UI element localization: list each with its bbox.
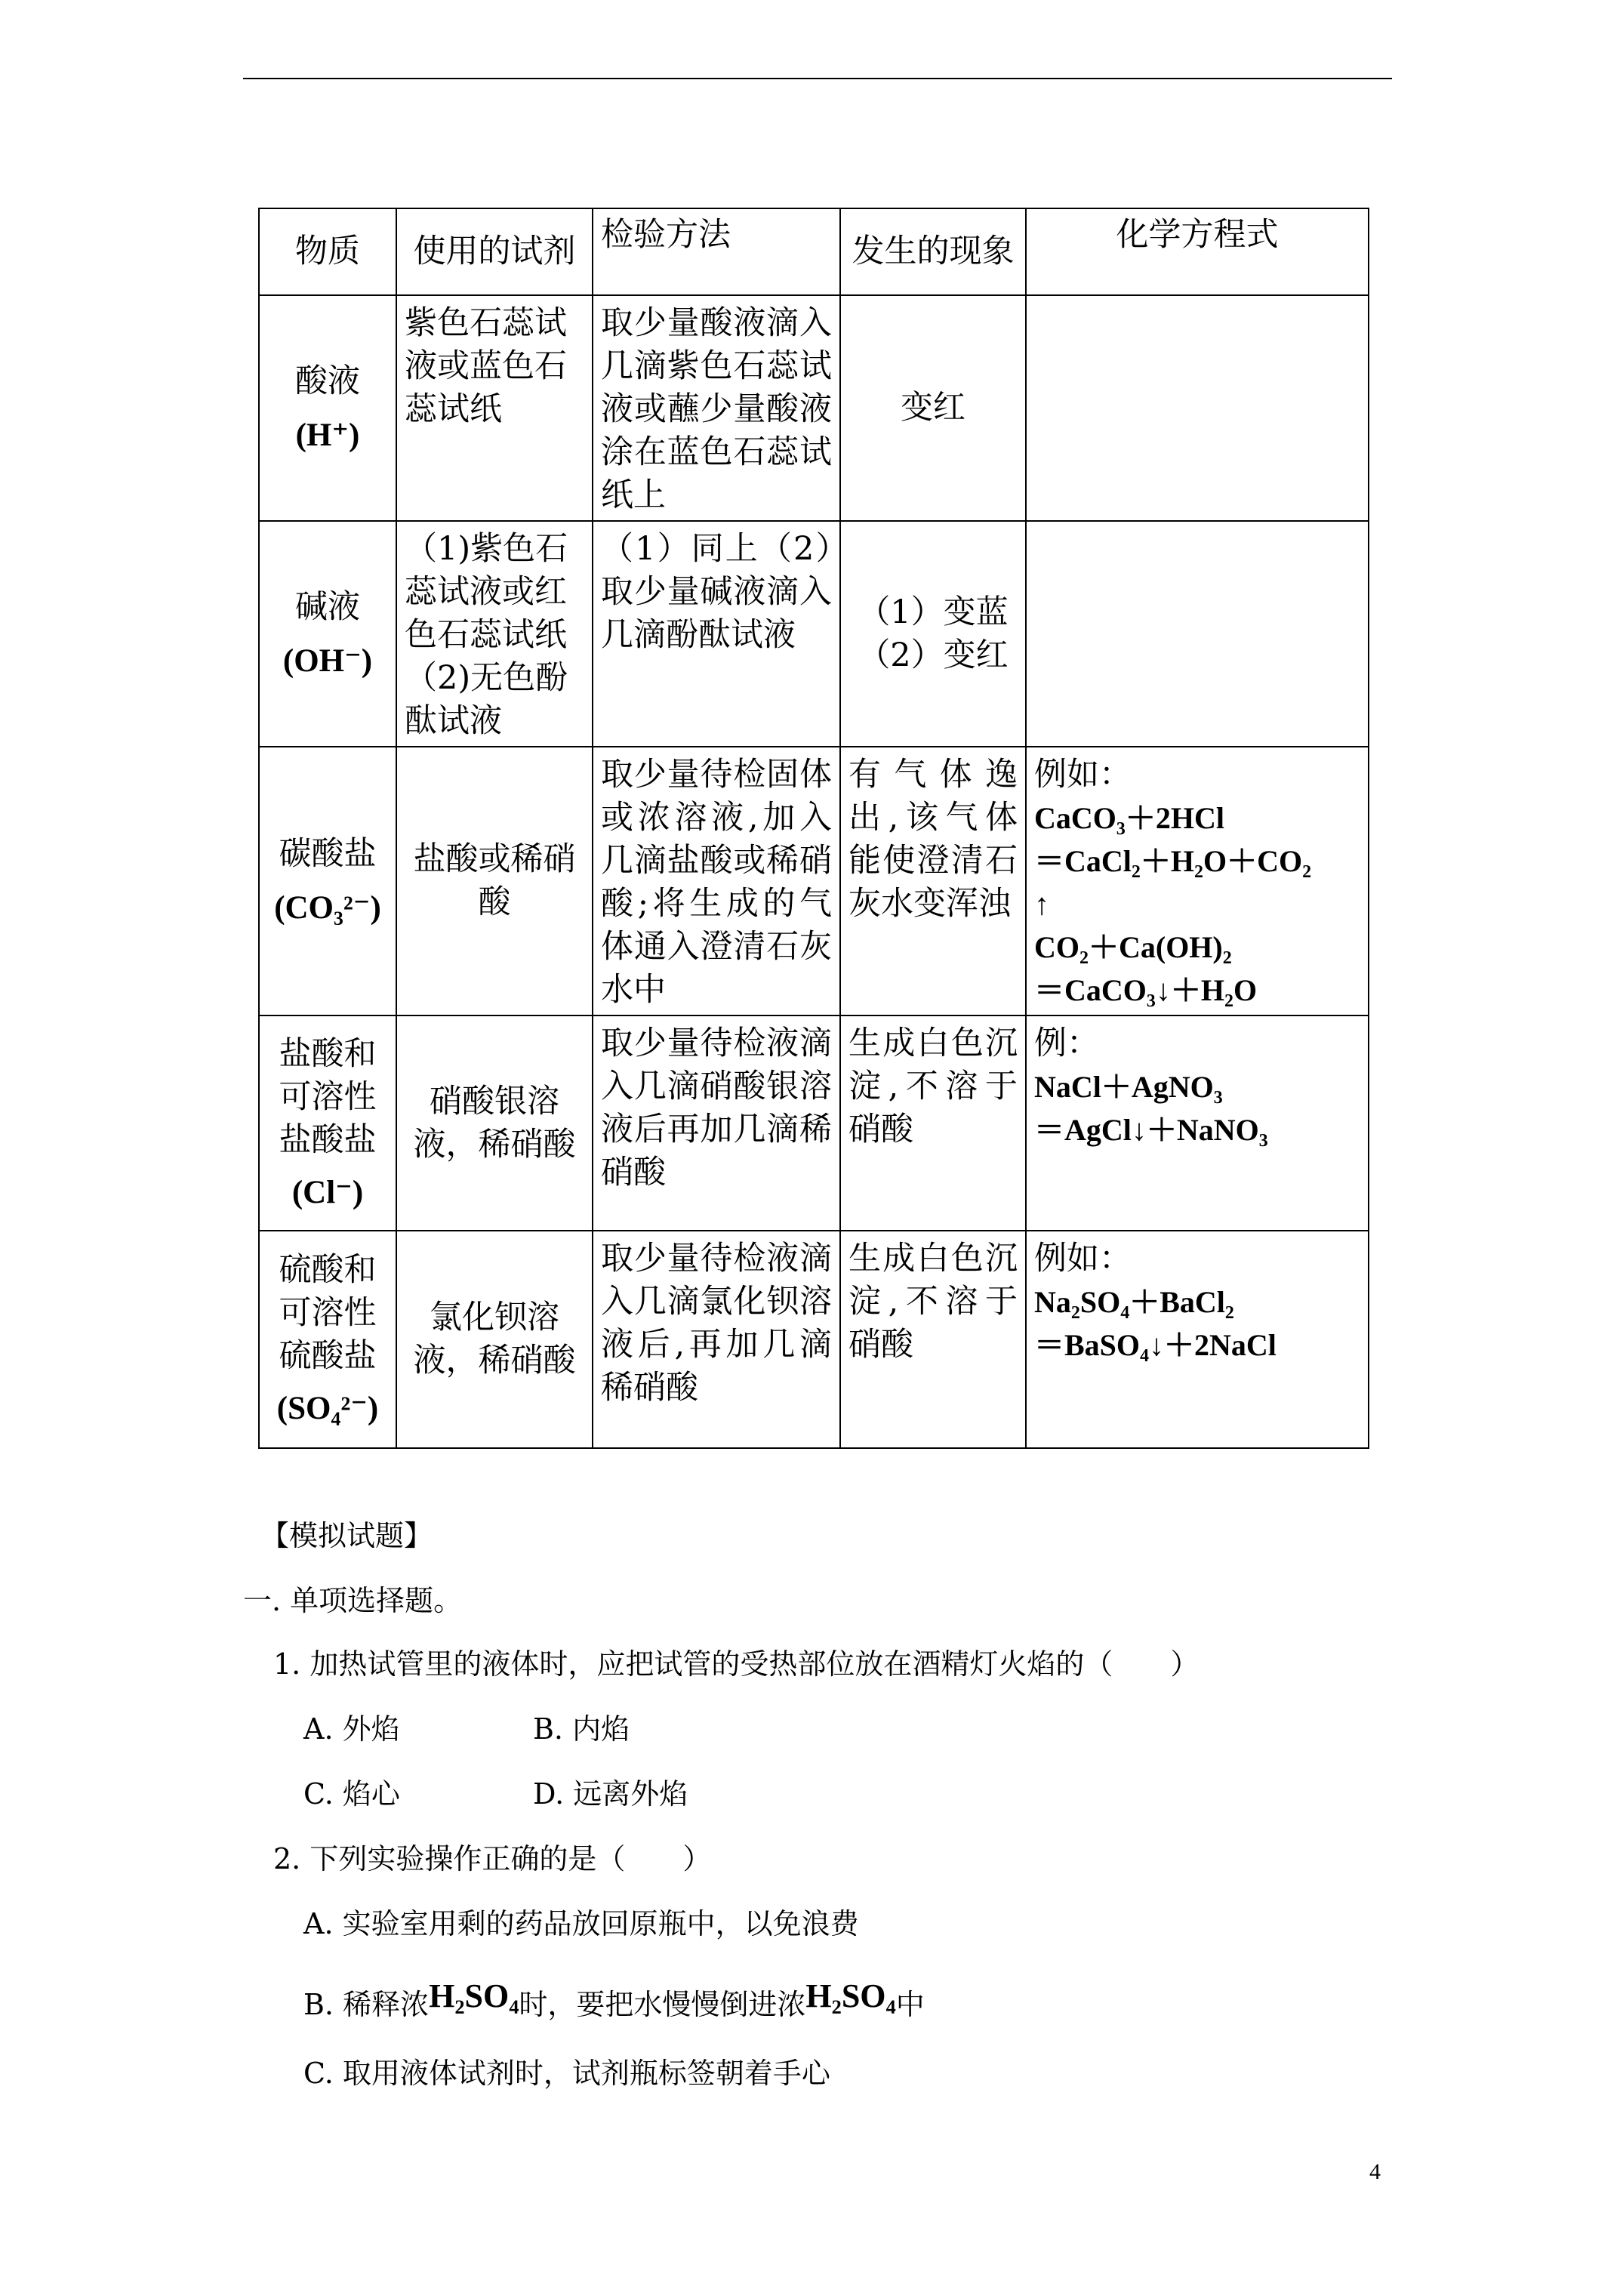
header-phenomenon: 发生的现象 [840, 208, 1026, 295]
method-cell: 取少量待检液滴入几滴硝酸银溶液后再加几滴稀硝酸 [593, 1015, 840, 1231]
reagent-cell: 氯化钡溶液，稀硝酸 [396, 1231, 593, 1448]
substance-name: 碱液 [295, 587, 360, 626]
substance-name: 硫酸和 [279, 1251, 377, 1289]
part-title: 一. 单项选择题。 [243, 1584, 463, 1617]
phenomenon-cell: 有气体逸出,该气体能使澄清石灰水变浑浊 [840, 747, 1026, 1015]
substance-name: 碳酸盐 [279, 835, 377, 873]
equation-cell [1026, 747, 1369, 1015]
phenomenon-line: （2）变红 [858, 636, 1009, 674]
equation-line: ＝CaCl₂＋H₂O＋CO₂ [1034, 844, 1312, 878]
equation-cell [1026, 295, 1369, 521]
question-2-stem: 2. 下列实验操作正确的是（ ） [273, 1842, 712, 1875]
phenomenon-cell [840, 521, 1026, 747]
equation-line: ＝BaSO₄↓＋2NaCl [1034, 1328, 1277, 1362]
substance-name: 酸液 [295, 362, 360, 400]
equation-line: ＝CaCO₃↓＋H₂O [1034, 973, 1258, 1007]
substance-name: 盐酸盐 [279, 1120, 377, 1159]
substance-name: 可溶性 [279, 1077, 377, 1116]
equation-line: Na₂SO₄＋BaCl₂ [1034, 1285, 1234, 1319]
table-row [259, 747, 1369, 1015]
option-b-text: B. 稀释浓 [303, 1988, 430, 2021]
header-rule [243, 78, 1392, 79]
table-row [259, 521, 1369, 747]
equation-line: ↑ [1034, 887, 1049, 921]
header-method: 检验方法 [593, 208, 840, 295]
phenomenon-cell: 生成白色沉淀,不溶于硝酸 [840, 1015, 1026, 1231]
equation-line: 例： [1034, 1025, 1099, 1062]
reagent-cell: （1)紫色石蕊试液或红色石蕊试纸（2)无色酚酞试液 [396, 521, 593, 747]
method-cell: 取少量待检固体或浓溶液,加入几滴盐酸或稀硝酸;将生成的气体通入澄清石灰水中 [593, 747, 840, 1015]
reagent-cell: 紫色石蕊试液或蓝色石蕊试纸 [396, 295, 593, 521]
sulfuric-acid-formula: H₂SO₄ [805, 1977, 896, 2014]
header-substance: 物质 [259, 208, 396, 295]
question-1-option-a: A. 外焰 [303, 1712, 400, 1746]
equation-line: NaCl＋AgNO₃ [1034, 1070, 1223, 1104]
question-1-stem: 1. 加热试管里的液体时，应把试管的受热部位放在酒精灯火焰的（ ） [273, 1647, 1200, 1681]
option-b-text: 时，要把水慢慢倒进浓 [519, 1988, 806, 2021]
sulfuric-acid-formula: H₂SO₄ [429, 1977, 519, 2014]
method-cell: 取少量待检液滴入几滴氯化钡溶液后,再加几滴稀硝酸 [593, 1231, 840, 1448]
option-b-text: 中 [895, 1988, 925, 2021]
question-2-option-c: C. 取用液体试剂时，试剂瓶标签朝着手心 [303, 2057, 830, 2090]
phenomenon-cell: 生成白色沉淀,不溶于硝酸 [840, 1231, 1026, 1448]
equation-cell [1026, 521, 1369, 747]
table-row [259, 1015, 1369, 1231]
substance-cell [259, 521, 396, 747]
equation-cell [1026, 1015, 1369, 1231]
reagent-cell: 盐酸或稀硝酸 [396, 747, 593, 1015]
page-number: 4 [1369, 2159, 1381, 2184]
header-equation: 化学方程式 [1026, 208, 1369, 295]
question-1-option-b: B. 内焰 [533, 1712, 630, 1746]
phenomenon-cell: 变红 [840, 295, 1026, 521]
phenomenon-line: （1）变蓝 [858, 593, 1009, 631]
header-reagent: 使用的试剂 [396, 208, 593, 295]
question-2-option-b [303, 1977, 925, 2023]
substance-cell [259, 295, 396, 521]
substance-name: 硫酸盐 [279, 1337, 377, 1375]
question-2-option-a: A. 实验室用剩的药品放回原瓶中，以免浪费 [303, 1907, 859, 1940]
ion-test-table [258, 208, 1369, 1449]
ion-label: (SO₄²⁻) [276, 1391, 379, 1426]
table-header-row [259, 208, 1369, 295]
question-1-option-c: C. 焰心 [303, 1777, 400, 1811]
question-1-option-d: D. 远离外焰 [533, 1777, 688, 1811]
substance-cell [259, 1015, 396, 1231]
equation-line: CaCO₃＋2HCl [1034, 801, 1224, 835]
table-row [259, 295, 1369, 521]
equation-line: 例如： [1034, 1240, 1132, 1277]
equation-line: ＝AgCl↓＋NaNO₃ [1034, 1113, 1268, 1147]
equation-line: CO₂＋Ca(OH)₂ [1034, 930, 1232, 964]
section-title: 【模拟试题】 [260, 1519, 433, 1552]
method-cell: 取少量酸液滴入几滴紫色石蕊试液或蘸少量酸液涂在蓝色石蕊试纸上 [593, 295, 840, 521]
equation-line: 例如： [1034, 756, 1132, 794]
equation-cell [1026, 1231, 1369, 1448]
reagent-cell: 硝酸银溶液，稀硝酸 [396, 1015, 593, 1231]
method-cell: （1）同上（2）取少量碱液滴入几滴酚酞试液 [593, 521, 840, 747]
substance-name: 可溶性 [279, 1294, 377, 1332]
ion-label: (H⁺) [295, 417, 360, 453]
ion-label: (Cl⁻) [291, 1174, 364, 1210]
table-row [259, 1231, 1369, 1448]
ion-label: (OH⁻) [282, 643, 373, 679]
substance-cell [259, 747, 396, 1015]
substance-cell [259, 1231, 396, 1448]
substance-name: 盐酸和 [279, 1034, 377, 1073]
ion-label: (CO₃²⁻) [274, 890, 381, 926]
